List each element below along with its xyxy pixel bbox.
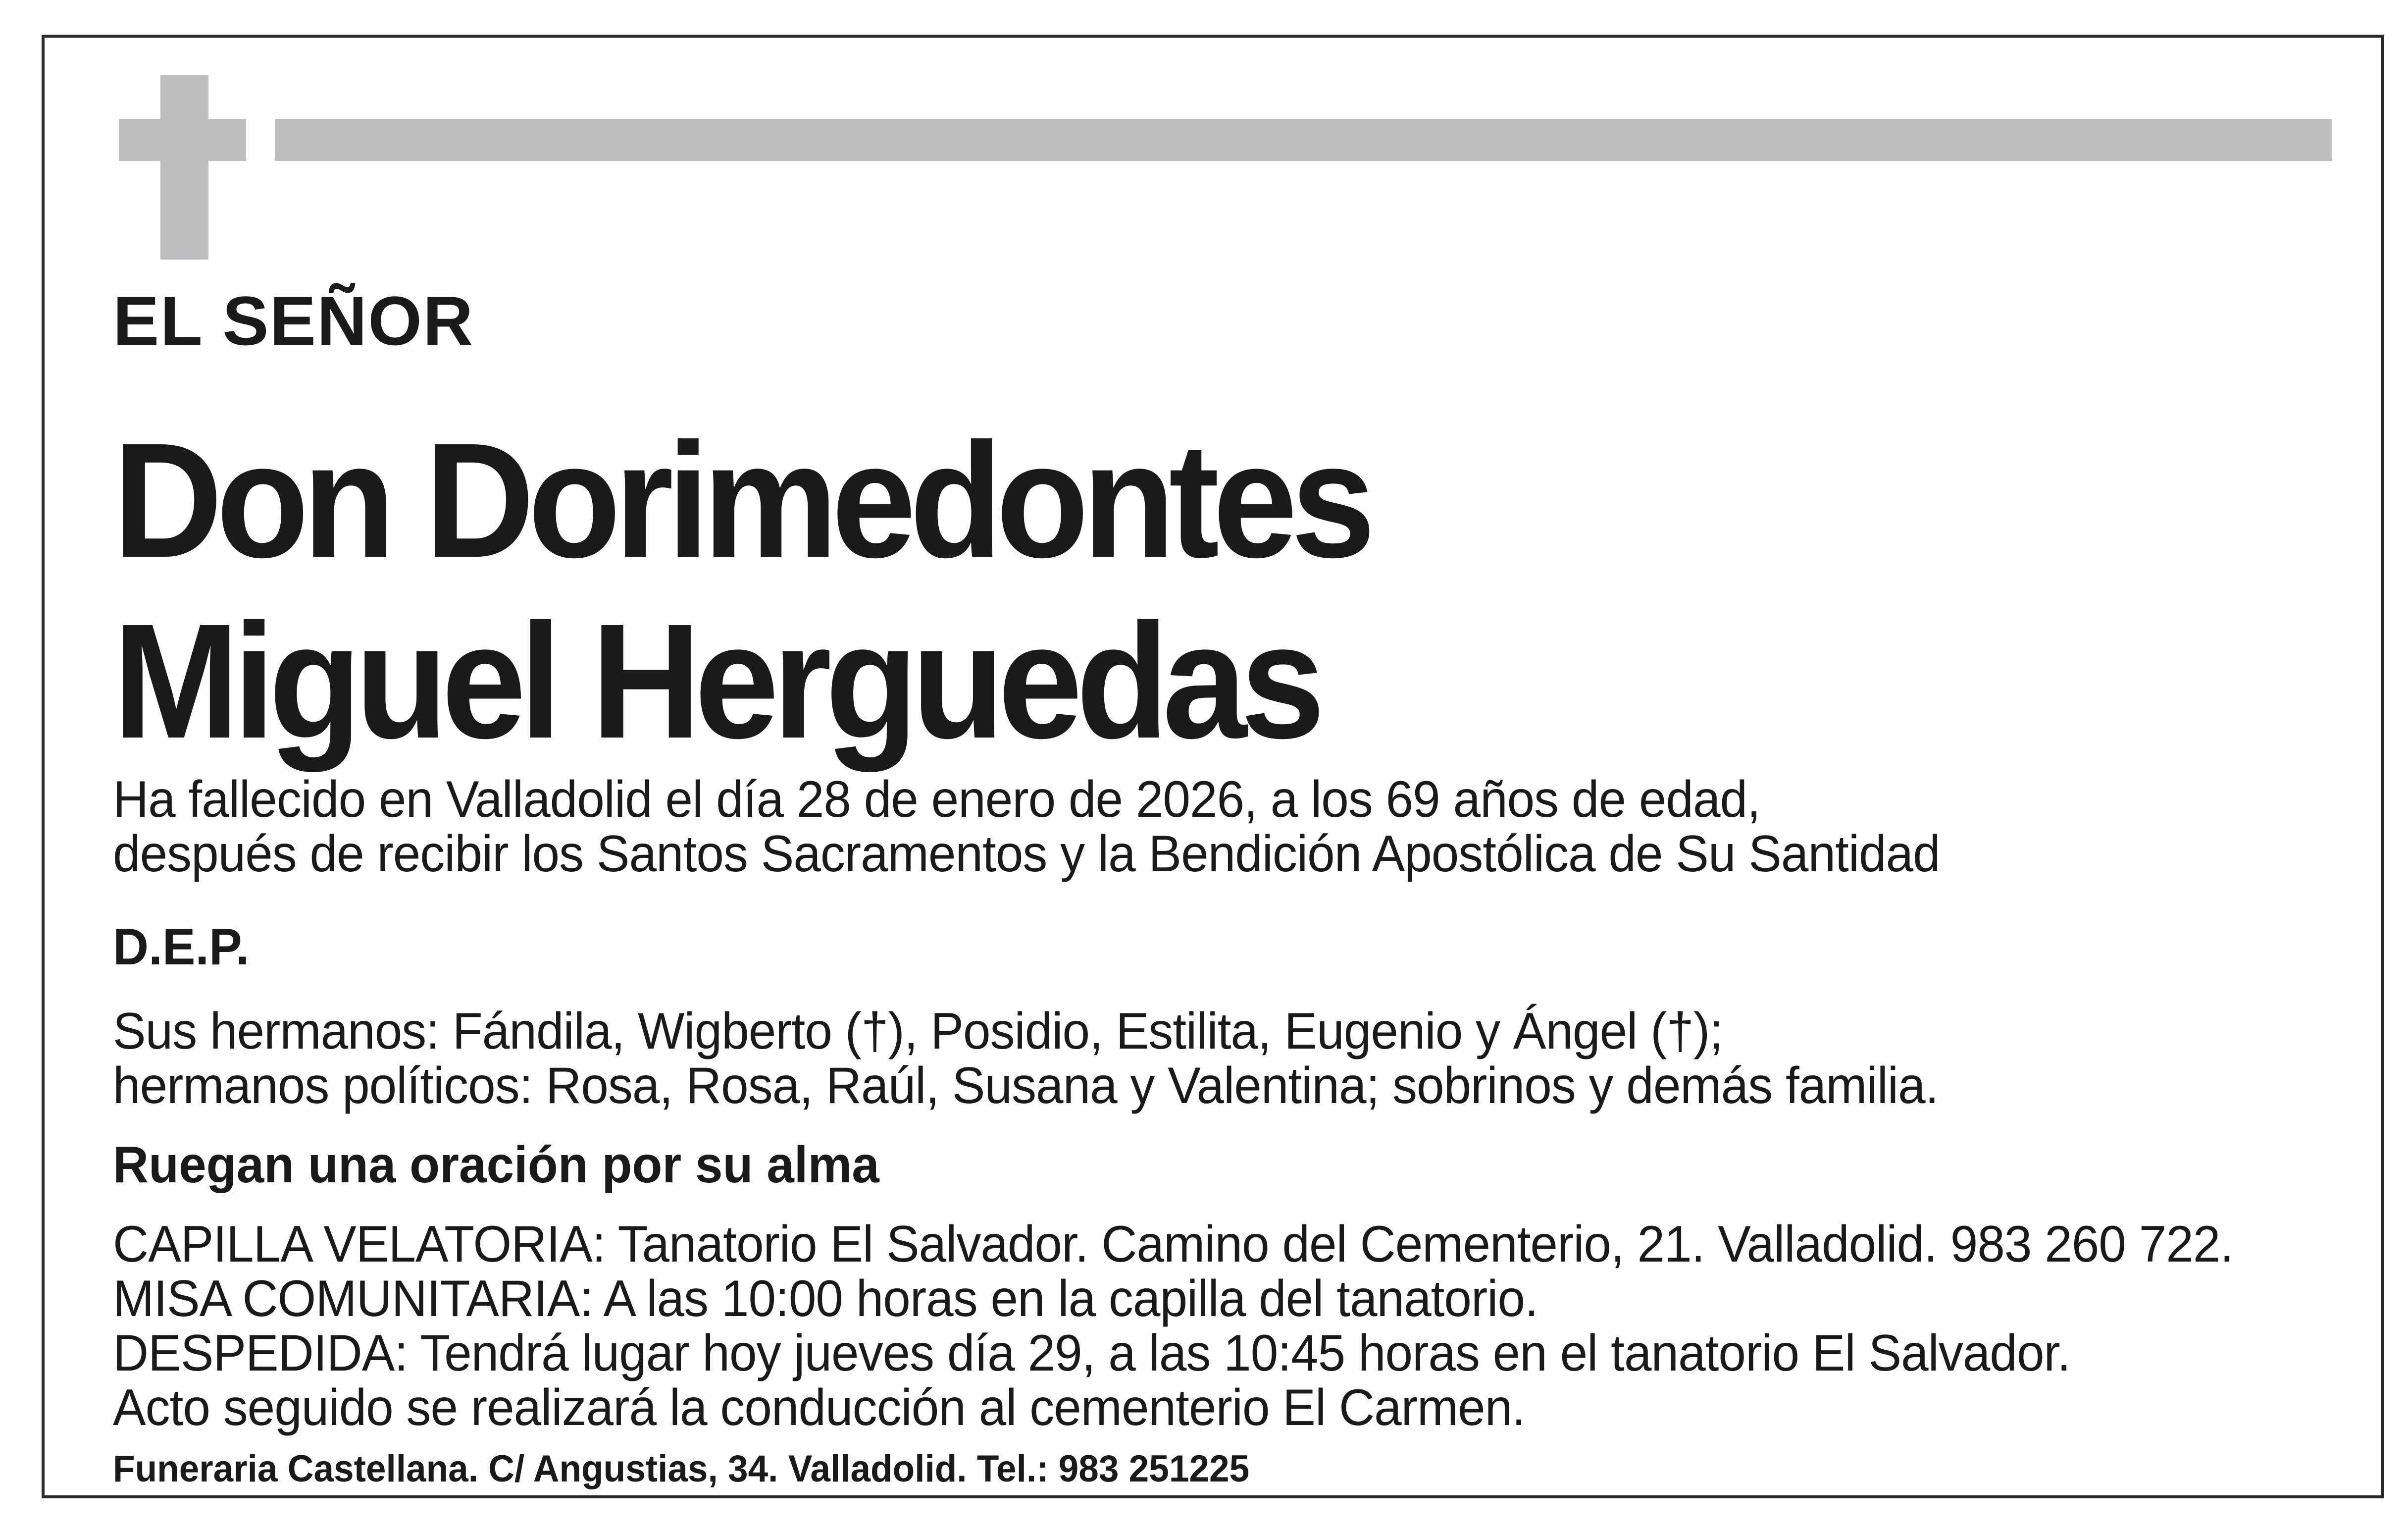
header-bar	[275, 119, 2332, 161]
deceased-name-line-1: Don Dorimedontes	[113, 409, 1369, 591]
intro-line-1: Ha fallecido en Valladolid el día 28 de enero de 2026, a los 69 años de edad,	[113, 771, 1760, 828]
intro-line-2: después de recibir los Santos Sacramentos y la Bendición Apostólica de Su Santidad	[113, 825, 1940, 883]
family-line-1: Sus hermanos: Fándila, Wigberto (†), Posidio, Estilita, Eugenio y Ángel (†);	[113, 1003, 1723, 1060]
details-wake: CAPILLA VELATORIA: Tanatorio El Salvador. Camino del Cementerio, 21. Valladolid. 983 260 722.	[113, 1216, 2234, 1273]
family-line-2: hermanos políticos: Rosa, Rosa, Raúl, Susana y Valentina; sobrinos y demás familia.	[113, 1057, 1939, 1114]
details-farewell: DESPEDIDA: Tendrá lugar hoy jueves día 29, a las 10:45 horas en el tanatorio El Salvador.	[113, 1324, 2071, 1382]
cross-icon-vertical	[160, 75, 208, 260]
honorific: EL SEÑOR	[113, 282, 474, 360]
details-procession: Acto seguido se realizará la conducción al cementerio El Carmen.	[113, 1379, 1526, 1436]
dep-label: D.E.P.	[113, 918, 250, 976]
deceased-name-line-2: Miguel Herguedas	[113, 589, 1319, 772]
details-mass: MISA COMUNITARIA: A las 10:00 horas en la capilla del tanatorio.	[113, 1270, 1538, 1327]
prayer-request: Ruegan una oración por su alma	[113, 1136, 879, 1194]
funeral-home-footer: Funeraria Castellana. C/ Angustias, 34. Valladolid. Tel.: 983 251225	[113, 1448, 1250, 1490]
cross-icon-horizontal	[119, 119, 246, 161]
